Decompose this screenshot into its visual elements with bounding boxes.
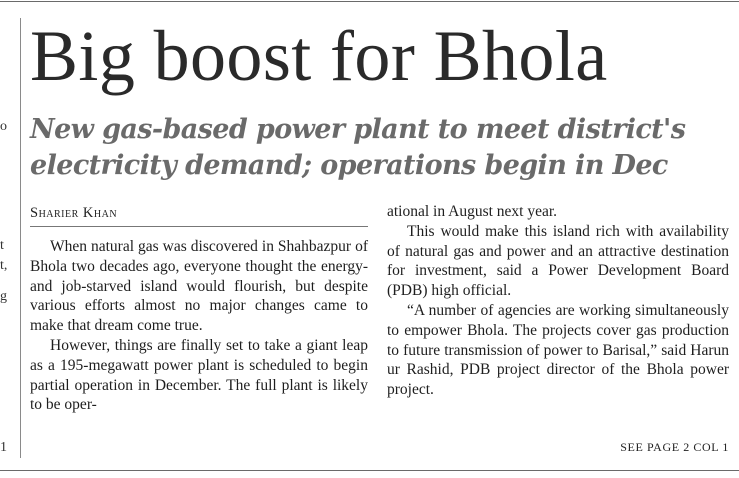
byline: Sharier Khan (30, 205, 118, 221)
adjacent-article-fragment: 1 (0, 440, 7, 455)
paragraph: When natural gas was discovered in Shahbazpur of Bhola two decades ago, everyone thought the energy- and job-starved island would flourish, but despite various efforts almost no major changes came to make that dream come true. (30, 238, 368, 335)
adjacent-article-fragment: t, (0, 258, 8, 273)
article-column-1 (30, 237, 368, 415)
jump-line: SEE PAGE 2 COL 1 (620, 440, 729, 454)
column-divider (20, 18, 21, 458)
adjacent-article-fragment: o (0, 119, 7, 134)
paragraph: ational in August next year. (387, 203, 558, 220)
article-column-2 (387, 202, 729, 400)
paragraph: This would make this island rich with availability of natural gas and power and an attractive destination for investment, said a Power Development Board (PDB) high official. (387, 222, 729, 300)
paragraph: However, things are finally set to take a giant leap as a 195-megawatt power plant is scheduled to begin partial operation in December. The full plant is likely to be oper- (30, 336, 368, 414)
subheadline: New gas-based power plant to meet district's electricity demand; operations begin in Dec (30, 114, 686, 181)
top-rule (0, 1, 739, 2)
paragraph: “A number of agencies are working simultaneously to empower Bhola. The projects cover gas production to future transmission of power to Barisal,” said Harun ur Rashid, PDB project director of the Bhola power project. (387, 301, 729, 399)
headline: Big boost for Bhola (30, 16, 608, 96)
bottom-rule (0, 470, 739, 471)
byline-rule (30, 226, 368, 227)
adjacent-article-fragment: g (0, 289, 7, 304)
adjacent-article-fragment: t (0, 238, 4, 253)
